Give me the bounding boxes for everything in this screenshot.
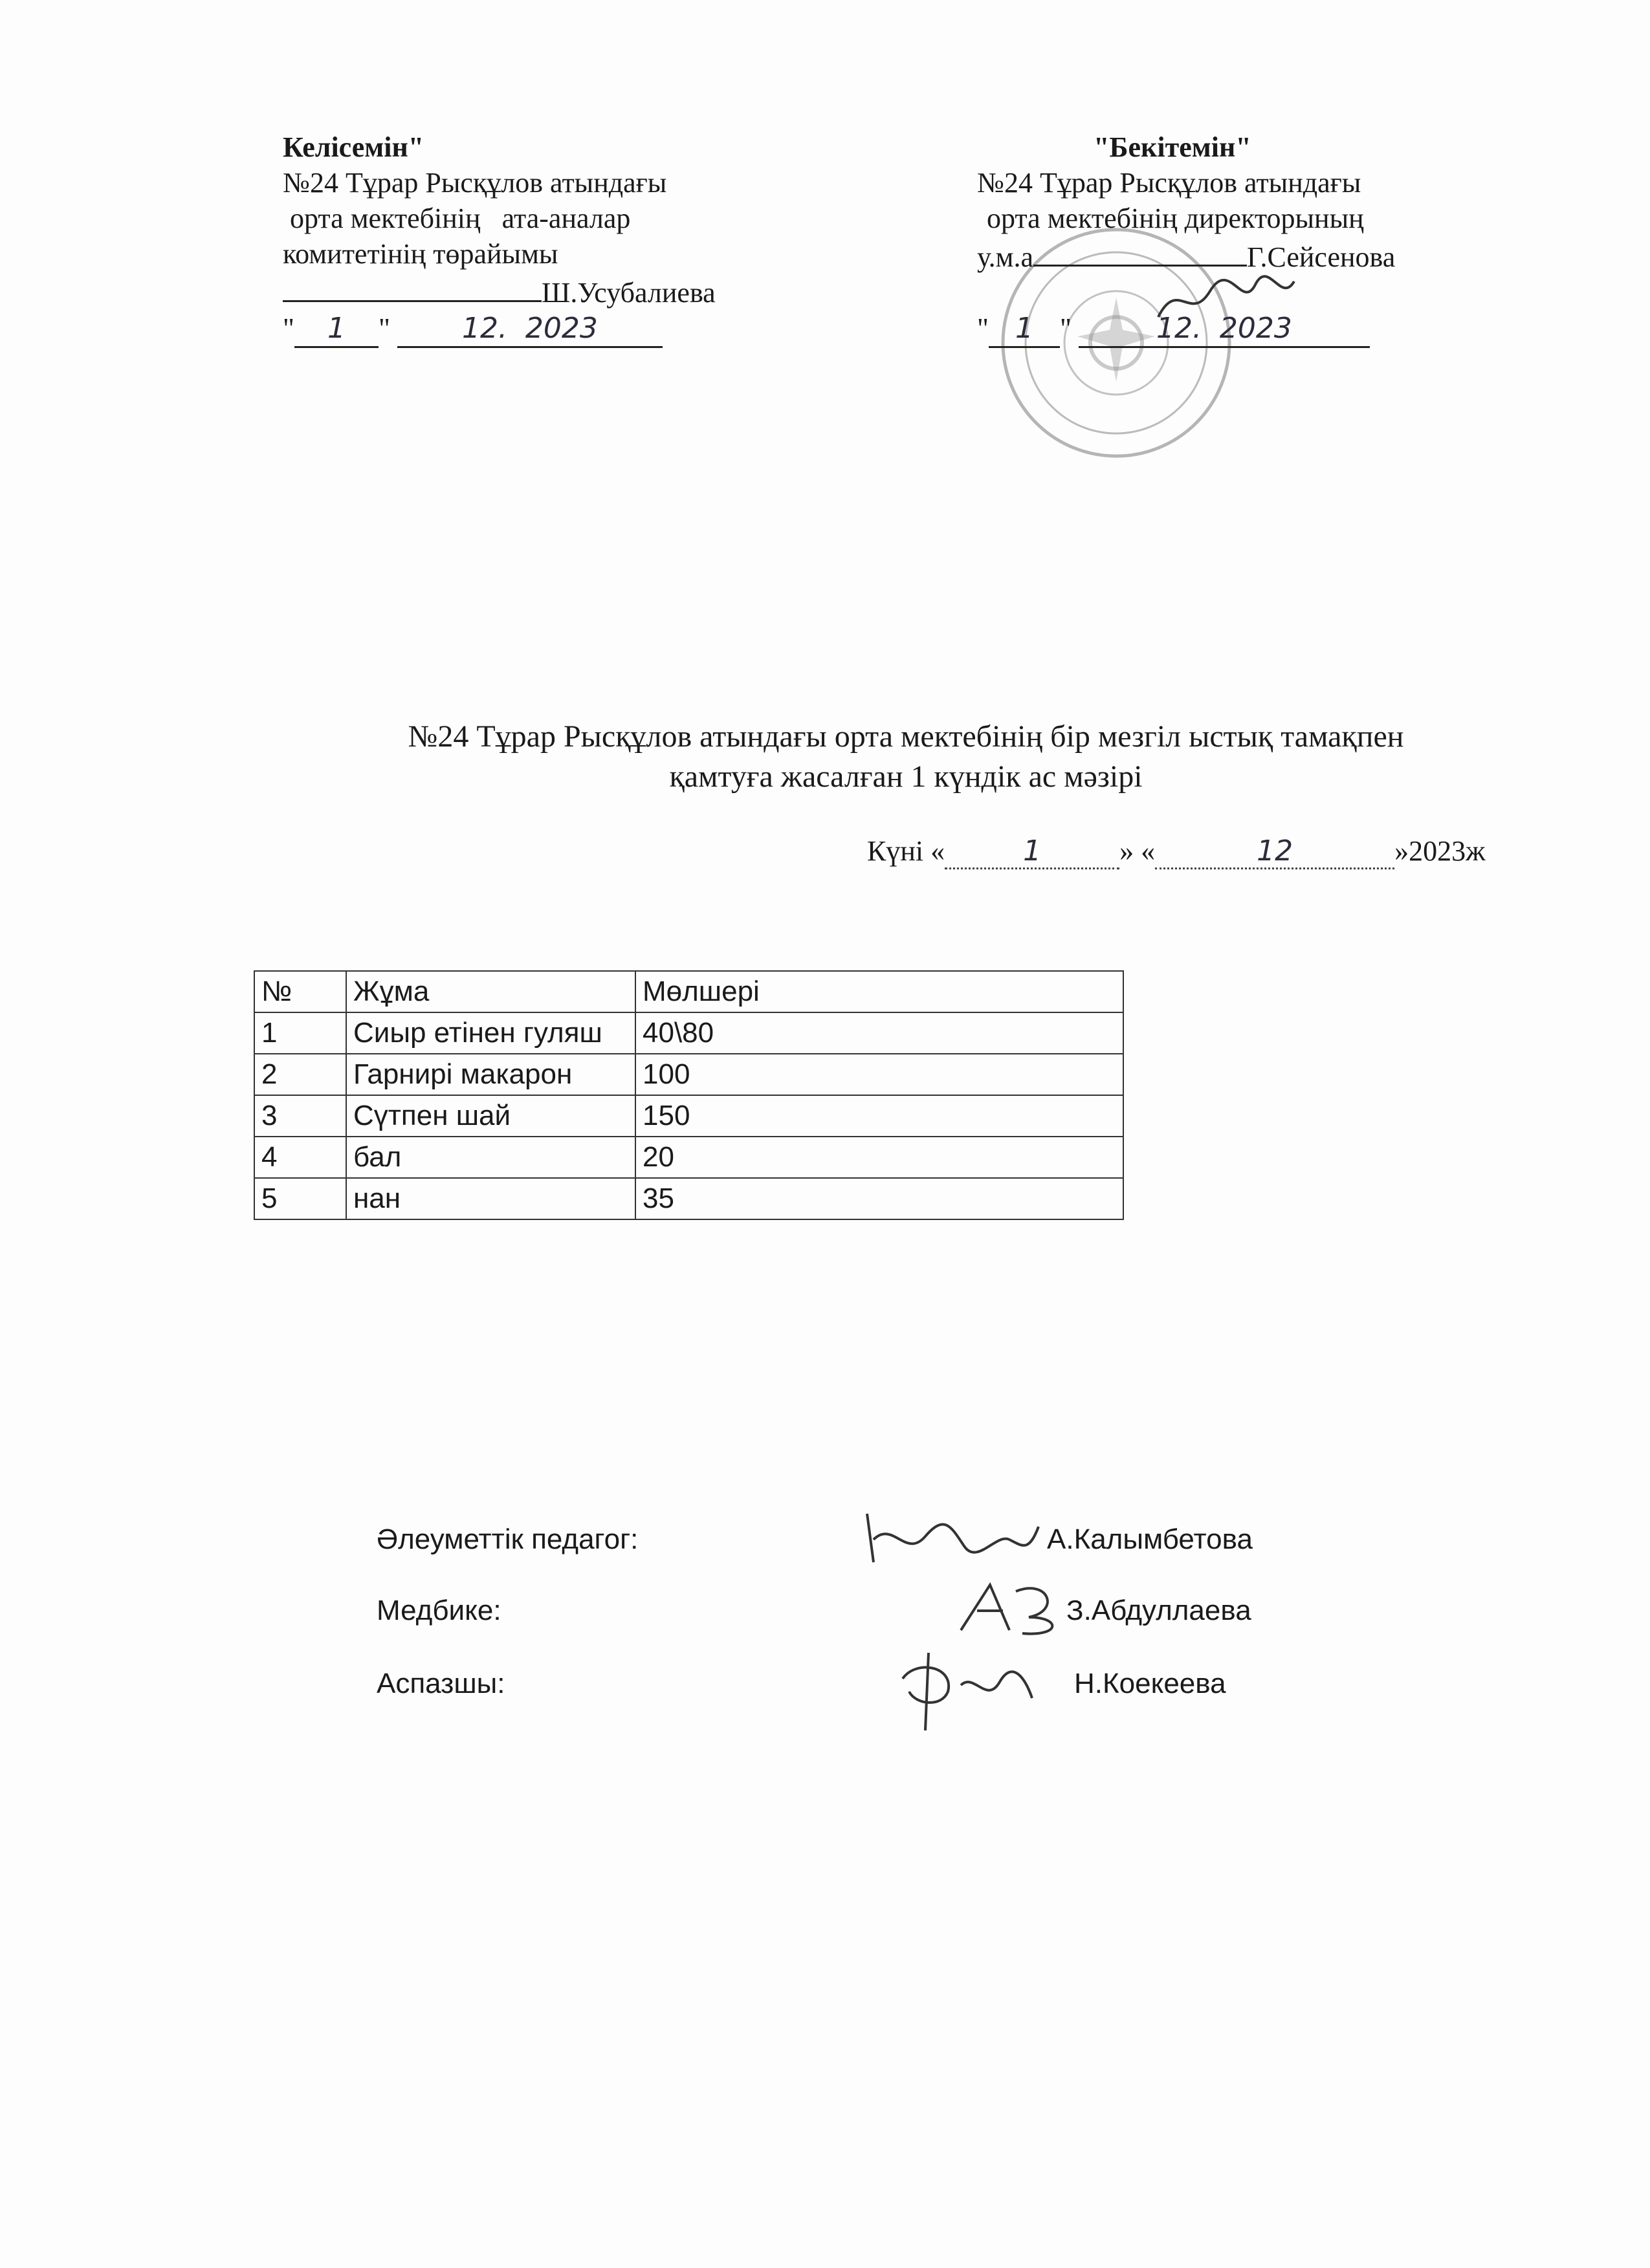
row-dish: бал (346, 1137, 635, 1178)
signature-row-social-pedagogue (0, 1523, 1650, 1562)
signature-row-cook (0, 1668, 1650, 1706)
menu-table (254, 970, 1124, 1220)
row-dish: нан (346, 1178, 635, 1219)
row-dish: Гарнирі макарон (346, 1054, 635, 1095)
signature-name: Н.Коекеева (1074, 1668, 1226, 1699)
row-amount: 35 (635, 1178, 1123, 1219)
document-title (272, 717, 1540, 797)
table-row (254, 1054, 1123, 1095)
menu-date-line: Күні « 1 » « 12 »2023ж (867, 834, 1486, 869)
signer-line (283, 272, 800, 311)
row-amount: 100 (635, 1054, 1123, 1095)
director-name: Г.Сейсенова (1246, 241, 1396, 273)
table-row (254, 1137, 1123, 1178)
school-name-line: №24 Тұрар Рысқұлов атындағы (977, 167, 1361, 199)
row-dish: Сиыр етінен гуляш (346, 1012, 635, 1054)
date-rest-handwritten: 12. 2023 (397, 311, 663, 348)
director-signature-icon (1152, 272, 1301, 330)
menu-date-day: 1 (945, 834, 1119, 869)
signature-role: Аспазшы: (377, 1668, 505, 1699)
menu-date-month: 12 (1155, 834, 1394, 869)
director-line: орта мектебінің директорының (987, 202, 1364, 234)
row-amount: 20 (635, 1137, 1123, 1178)
table-row (254, 1178, 1123, 1219)
committee-line: комитетінің төрайымы (283, 238, 558, 270)
header-dish: Жұма (346, 971, 635, 1012)
date-day-handwritten: 1 (294, 311, 379, 348)
date-day-handwritten: 1 (989, 311, 1060, 348)
school-line-2: орта мектебінің ата-аналар (283, 202, 631, 234)
signature-scribble-icon (951, 1572, 1074, 1643)
signature-scribble-icon (854, 1501, 1048, 1572)
row-number: 2 (254, 1054, 346, 1095)
date-line-right: " 1 " 12. 2023 (977, 311, 1534, 348)
date-rest-handwritten: 12. 2023 (1079, 311, 1370, 348)
row-dish: Сүтпен шай (346, 1095, 635, 1137)
row-number: 3 (254, 1095, 346, 1137)
signer-name: Ш.Усубалиева (542, 277, 716, 309)
signature-name: З.Абдуллаева (1066, 1595, 1251, 1626)
director-sign-line: у.м.а Г.Сейсенова (977, 236, 1534, 275)
row-amount: 40\80 (635, 1012, 1123, 1054)
signature-scribble-icon (890, 1646, 1039, 1737)
date-line-left: " 1 " 12. 2023 (283, 311, 800, 348)
school-name-line: №24 Тұрар Рысқұлов атындағы (283, 167, 667, 199)
title-line-1: №24 Тұрар Рысқұлов атындағы орта мектебінің бір мезгіл ыстық тамақпен (408, 719, 1404, 754)
header-amount: Мөлшері (635, 971, 1123, 1012)
row-number: 1 (254, 1012, 346, 1054)
row-amount: 150 (635, 1095, 1123, 1137)
signature-role: Медбике: (377, 1595, 501, 1626)
row-number: 5 (254, 1178, 346, 1219)
approval-left-block (283, 129, 800, 348)
approve-heading: "Бекітемін" (1094, 131, 1251, 163)
table-header-row (254, 971, 1123, 1012)
table-row (254, 1012, 1123, 1054)
signature-role: Әлеуметтік педагог: (377, 1523, 639, 1555)
signature-row-nurse (0, 1595, 1650, 1633)
title-line-2: қамтуға жасалған 1 күндік ас мәзірі (669, 759, 1143, 794)
table-row (254, 1095, 1123, 1137)
row-number: 4 (254, 1137, 346, 1178)
agreement-heading: Келісемін" (283, 131, 424, 163)
header-number: № (254, 971, 346, 1012)
signature-name: А.Калымбетова (1047, 1523, 1253, 1555)
